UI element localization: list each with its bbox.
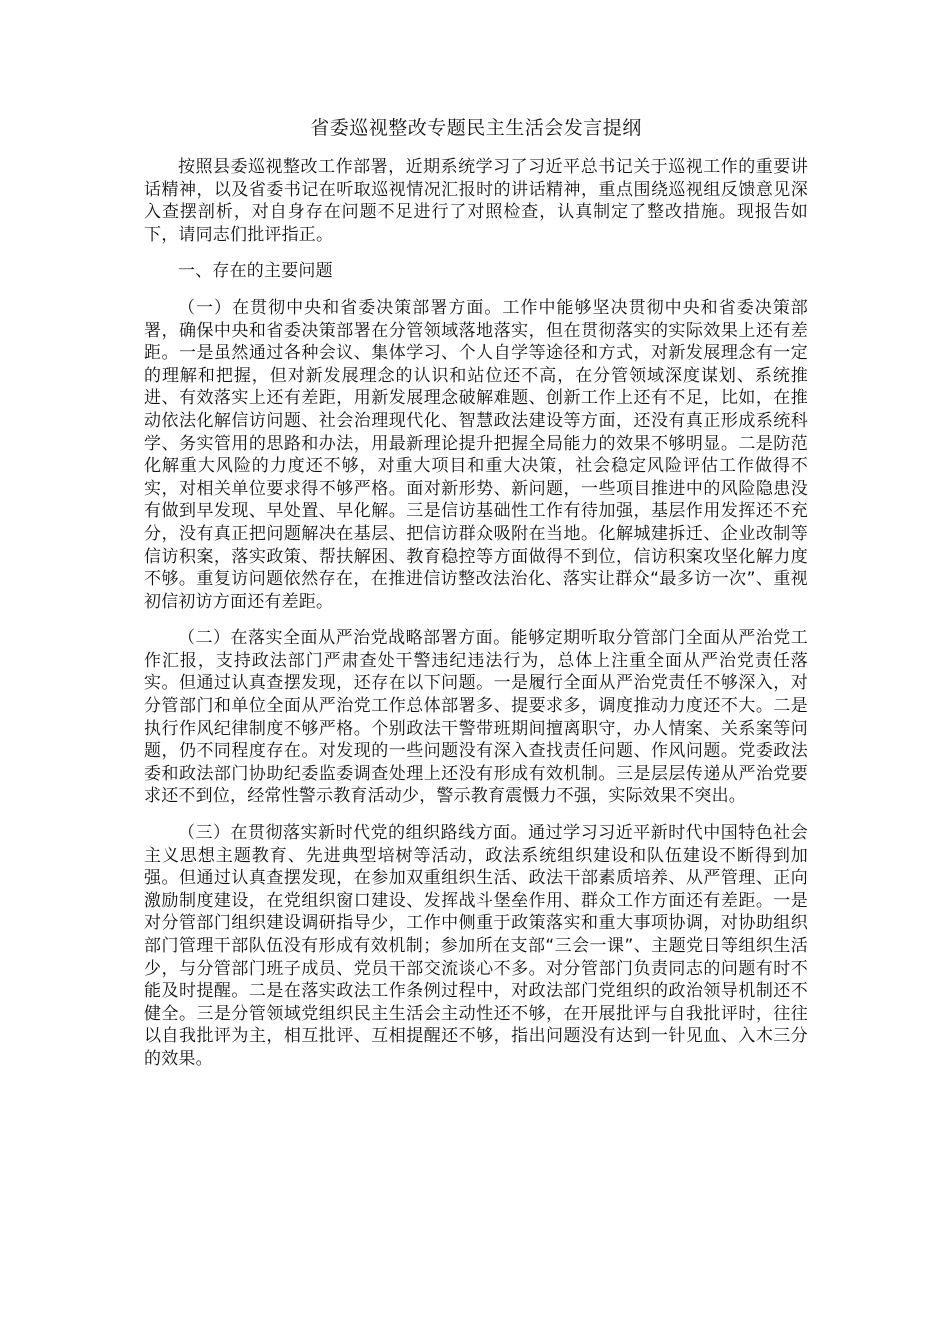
document-page [144,116,808,1071]
intro-paragraph: 按照县委巡视整改工作部署，近期系统学习了习近平总书记关于巡视工作的重要讲话精神，以及省委书记在听取巡视情况汇报时的讲话精神，重点围绕巡视组反馈意见深入查摆剖析，对自身存在问题不足进行了对照检查，认真制定了整改措施。现报告如下，请同志们批评指正。 [144,157,808,245]
paragraph-part-2: （二）在落实全面从严治党战略部署方面。能够定期听取分管部门全面从严治党工作汇报，支持政法部门严肃查处干警违纪违法行为，总体上注重全面从严治党责任落实。但通过认真查摆发现，还存在以下问题。一是履行全面从严治党责任不够深入，对分管部门和单位全面从严治党工作总体部署多、提要求多，调度推动力度还不大。二是执行作风纪律制度不够严格。个别政法干警带班期间擅离职守，办人情案、关系案等问题，仍不同程度存在。对发现的一些问题没有深入查找责任问题、作风问题。党委政法委和政法部门协助纪委监委调查处理上还没有形成有效机制。三是层层传递从严治党要求还不到位，经常性警示教育活动少，警示教育震慑力不强，实际效果不突出。 [144,628,808,807]
section-heading: 一、存在的主要问题 [178,261,333,282]
document-title: 省委巡视整改专题民主生活会发言提纲 [310,117,642,139]
paragraph-part-3: （三）在贯彻落实新时代党的组织路线方面。通过学习习近平新时代中国特色社会主义思想主题教育、先进典型培树等活动，政法系统组织建设和队伍建设不断得到加强。但通过认真查摆发现，在参加双重组织生活、政法干部素质培养、从严管理、正向激励制度建设，在党组织窗口建设、发挥战斗堡垒作用、群众工作方面还有差距。一是对分管部门组织建设调研指导少，工作中侧重于政策落实和重大事项协调，对协助组织部门管理干部队伍没有形成有效机制；参加所在支部“三会一课”、主题党日等组织生活少，与分管部门班子成员、党员干部交流谈心不多。对分管部门负责同志的问题有时不能及时提醒。二是在落实政法工作条例过程中，对政法部门党组织的政治领导机制还不健全。三是分管领域党组织民主生活会主动性还不够，在开展批评与自我批评时，往往以自我批评为主，相互批评、互相提醒还不够，指出问题没有达到一针见血、入木三分的效果。 [144,823,808,1069]
paragraph-part-1: （一）在贯彻中央和省委决策部署方面。工作中能够坚决贯彻中央和省委决策部署，确保中央和省委决策部署在分管领域落地落实，但在贯彻落实的实际效果上还有差距。一是虽然通过各种会议、集体学习、个人自学等途径和方式，对新发展理念有一定的理解和把握，但对新发展理念的认识和站位还不高，在分管领域深度谋划、系统推进、有效落实上还有差距，用新发展理念破解难题、创新工作上还有不足，比如，在推动依法化解信访问题、社会治理现代化、智慧政法建设等方面，还没有真正形成系统科学、务实管用的思路和办法，用最新理论提升把握全局能力的效果不够明显。二是防范化解重大风险的力度还不够，对重大项目和重大决策，社会稳定风险评估工作做得不实，对相关单位要求得不够严格。面对新形势、新问题，一些项目推进中的风险隐患没有做到早发现、早处置、早化解。三是信访基础性工作有待加强，基层作用发挥还不充分，没有真正把问题解决在基层、把信访群众吸附在当地。化解城建拆迁、企业改制等信访积案，落实政策、帮扶解困、教育稳控等方面做得不到位，信访积案攻坚化解力度不够。重复访问题依然存在，在推进信访整改法治化、落实让群众“最多访一次”、重视初信初访方面还有差距。 [144,297,808,612]
